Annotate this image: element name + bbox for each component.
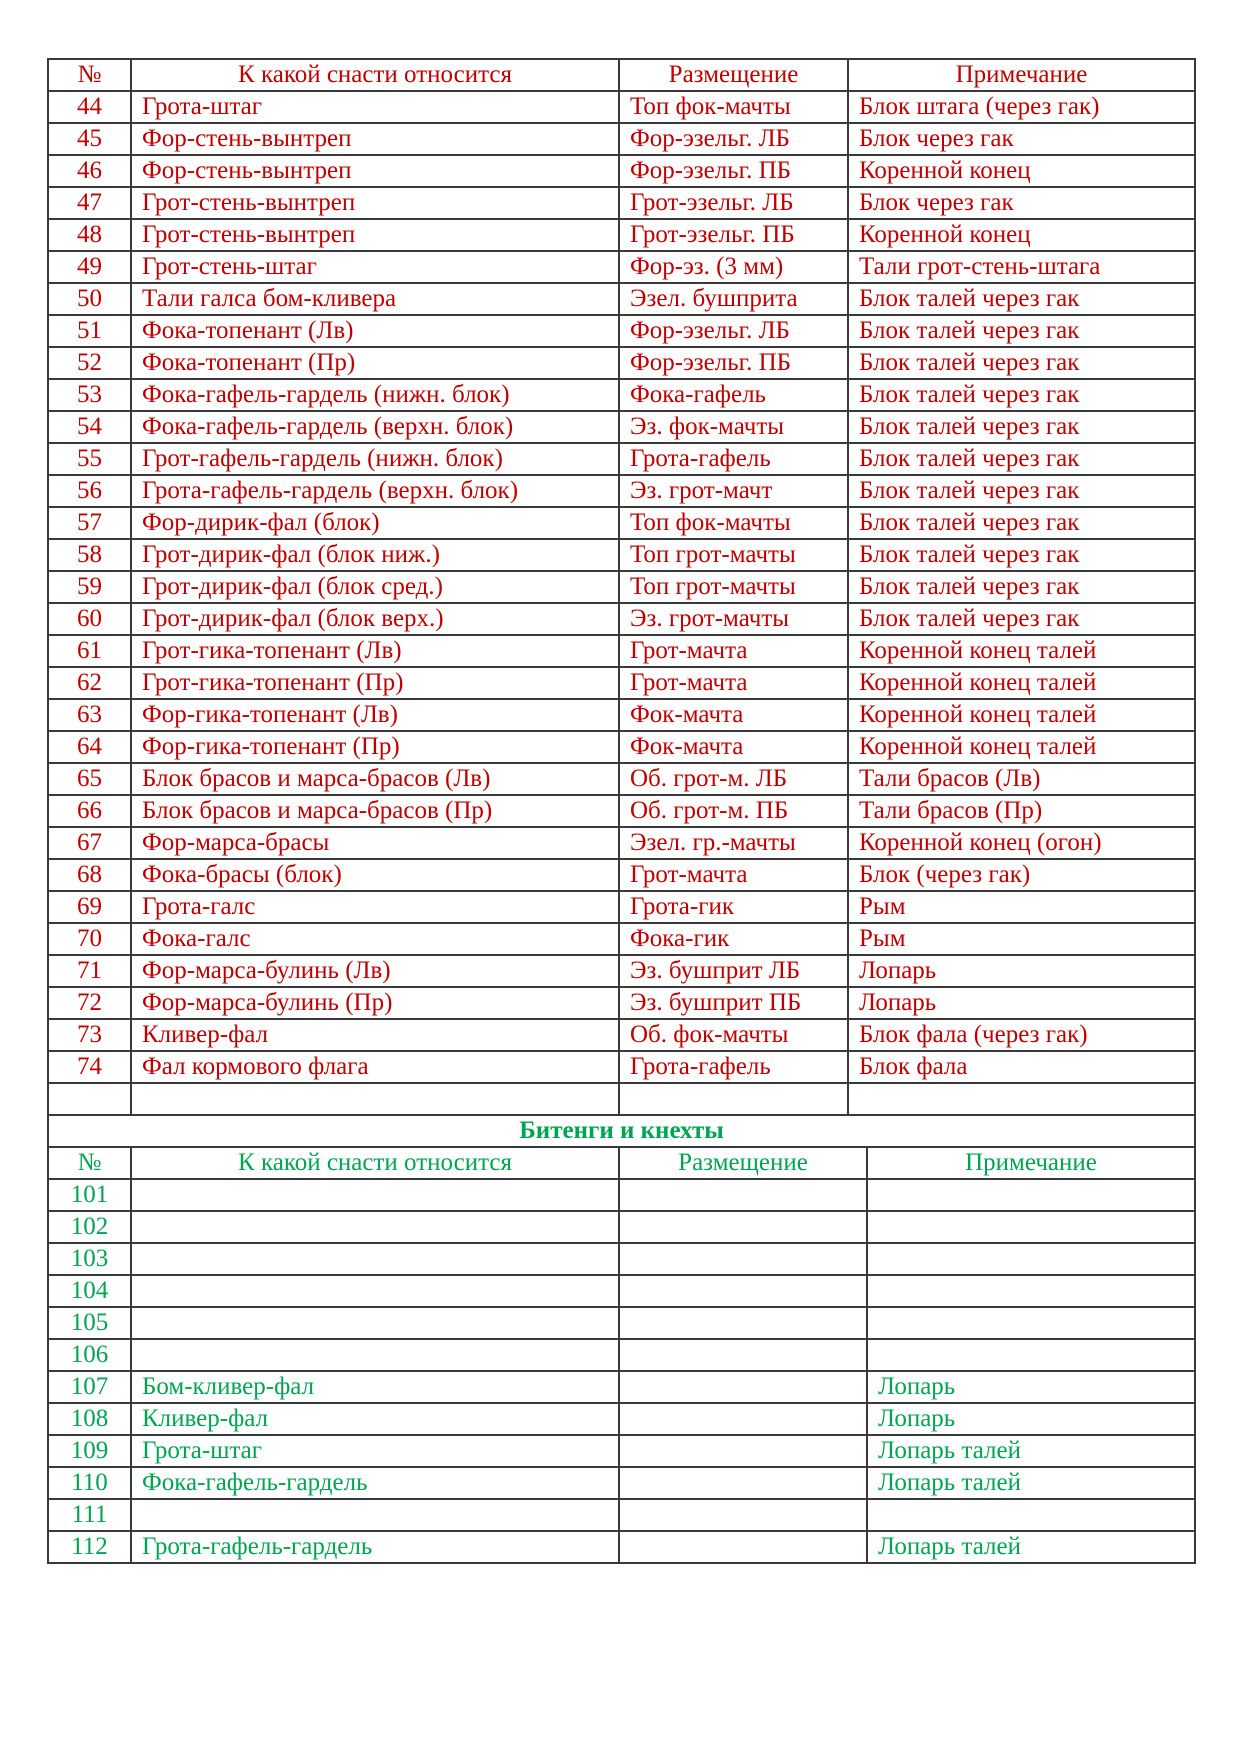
- cell-number: 58: [48, 539, 131, 571]
- cell-note: [867, 1275, 1195, 1307]
- cell-placement: [619, 1339, 867, 1371]
- cell-number: 59: [48, 571, 131, 603]
- cell-rigging: [131, 1275, 619, 1307]
- cell-placement: [619, 1371, 867, 1403]
- cell-rigging: Грота-штаг: [131, 91, 619, 123]
- table-row: [48, 347, 1195, 379]
- table-row: [48, 123, 1195, 155]
- rigging-document: [47, 58, 1194, 1564]
- cell-rigging: Грот-дирик-фал (блок верх.): [131, 603, 619, 635]
- cell-rigging: Фока-гафель-гардель (верхн. блок): [131, 411, 619, 443]
- cell-placement: Фор-эзельг. ЛБ: [619, 315, 848, 347]
- cell-number: 67: [48, 827, 131, 859]
- cell-number: 102: [48, 1211, 131, 1243]
- cell-note: Блок фала (через гак): [848, 1019, 1195, 1051]
- cell-note: Лопарь: [848, 955, 1195, 987]
- cell-note: [867, 1243, 1195, 1275]
- header-note: Примечание: [848, 59, 1195, 91]
- bitts-and-cleats-table: [47, 1114, 1196, 1564]
- cell-note: Лопарь талей: [867, 1467, 1195, 1499]
- cell-note: Коренной конец талей: [848, 635, 1195, 667]
- cell-placement: Фок-мачта: [619, 731, 848, 763]
- cell-note: Блок талей через гак: [848, 475, 1195, 507]
- table-row: [48, 1179, 1195, 1211]
- table-row: [48, 379, 1195, 411]
- cell-placement: Грот-мачта: [619, 859, 848, 891]
- cell-rigging: [131, 1083, 619, 1115]
- cell-rigging: Фор-гика-топенант (Пр): [131, 731, 619, 763]
- cell-placement: Эзел. бушприта: [619, 283, 848, 315]
- table-row: [48, 1371, 1195, 1403]
- cell-note: Коренной конец талей: [848, 699, 1195, 731]
- cell-rigging: Грот-дирик-фал (блок сред.): [131, 571, 619, 603]
- table-row: [48, 187, 1195, 219]
- cell-rigging: Фока-топенант (Пр): [131, 347, 619, 379]
- cell-note: Блок талей через гак: [848, 283, 1195, 315]
- cell-number: 64: [48, 731, 131, 763]
- table-row: [48, 571, 1195, 603]
- rigging-blocks-table: [47, 58, 1196, 1116]
- cell-note: Блок талей через гак: [848, 443, 1195, 475]
- cell-note: Коренной конец талей: [848, 731, 1195, 763]
- header-note: Примечание: [867, 1147, 1195, 1179]
- table-row: [48, 955, 1195, 987]
- cell-placement: Об. грот-м. ЛБ: [619, 763, 848, 795]
- table-row: [48, 1275, 1195, 1307]
- cell-note: Блок через гак: [848, 187, 1195, 219]
- table-row: [48, 859, 1195, 891]
- cell-number: 72: [48, 987, 131, 1019]
- cell-rigging: Фор-стень-вынтреп: [131, 123, 619, 155]
- cell-rigging: Грот-стень-вынтреп: [131, 219, 619, 251]
- cell-note: [867, 1307, 1195, 1339]
- table-row: [48, 475, 1195, 507]
- cell-placement: Топ грот-мачты: [619, 539, 848, 571]
- cell-rigging: [131, 1179, 619, 1211]
- table-row: [48, 827, 1195, 859]
- cell-rigging: Грот-стень-вынтреп: [131, 187, 619, 219]
- table-row: [48, 411, 1195, 443]
- cell-note: Коренной конец: [848, 219, 1195, 251]
- cell-number: 109: [48, 1435, 131, 1467]
- cell-number: 60: [48, 603, 131, 635]
- cell-rigging: Кливер-фал: [131, 1403, 619, 1435]
- table-header-row: [48, 1147, 1195, 1179]
- cell-placement: Эз. бушприт ЛБ: [619, 955, 848, 987]
- section-title: Битенги и кнехты: [48, 1115, 1195, 1147]
- cell-rigging: Блок брасов и марса-брасов (Лв): [131, 763, 619, 795]
- cell-number: 103: [48, 1243, 131, 1275]
- cell-note: Коренной конец: [848, 155, 1195, 187]
- cell-placement: [619, 1435, 867, 1467]
- cell-note: [867, 1499, 1195, 1531]
- cell-placement: Грот-эзельг. ЛБ: [619, 187, 848, 219]
- table-row: [48, 923, 1195, 955]
- cell-note: Блок талей через гак: [848, 539, 1195, 571]
- cell-note: Лопарь талей: [867, 1435, 1195, 1467]
- cell-number: 112: [48, 1531, 131, 1563]
- cell-rigging: Грот-стень-штаг: [131, 251, 619, 283]
- cell-rigging: Фока-брасы (блок): [131, 859, 619, 891]
- cell-rigging: Кливер-фал: [131, 1019, 619, 1051]
- cell-rigging: Грота-галс: [131, 891, 619, 923]
- cell-number: 51: [48, 315, 131, 347]
- cell-rigging: Тали галса бом-кливера: [131, 283, 619, 315]
- cell-placement: Эз. грот-мачт: [619, 475, 848, 507]
- cell-number: 110: [48, 1467, 131, 1499]
- cell-note: Блок (через гак): [848, 859, 1195, 891]
- cell-placement: Топ фок-мачты: [619, 91, 848, 123]
- cell-placement: Об. фок-мачты: [619, 1019, 848, 1051]
- cell-rigging: Грот-гафель-гардель (нижн. блок): [131, 443, 619, 475]
- cell-number: 47: [48, 187, 131, 219]
- table-row: [48, 1211, 1195, 1243]
- cell-note: [848, 1083, 1195, 1115]
- cell-number: 55: [48, 443, 131, 475]
- cell-number: 48: [48, 219, 131, 251]
- cell-note: Тали брасов (Лв): [848, 763, 1195, 795]
- table-row: [48, 539, 1195, 571]
- cell-rigging: Фока-галс: [131, 923, 619, 955]
- cell-placement: [619, 1403, 867, 1435]
- section-title-row: [48, 1115, 1195, 1147]
- cell-number: 52: [48, 347, 131, 379]
- cell-rigging: Бом-кливер-фал: [131, 1371, 619, 1403]
- cell-note: Блок талей через гак: [848, 347, 1195, 379]
- cell-note: Блок талей через гак: [848, 411, 1195, 443]
- cell-rigging: Грота-гафель-гардель: [131, 1531, 619, 1563]
- cell-number: 46: [48, 155, 131, 187]
- cell-placement: [619, 1275, 867, 1307]
- table-row: [48, 603, 1195, 635]
- cell-placement: Эз. грот-мачты: [619, 603, 848, 635]
- cell-number: 68: [48, 859, 131, 891]
- table-row: [48, 1467, 1195, 1499]
- cell-note: [867, 1339, 1195, 1371]
- cell-note: Блок штага (через гак): [848, 91, 1195, 123]
- cell-placement: Грота-гик: [619, 891, 848, 923]
- cell-rigging: Грота-гафель-гардель (верхн. блок): [131, 475, 619, 507]
- cell-rigging: Фал кормового флага: [131, 1051, 619, 1083]
- cell-number: 61: [48, 635, 131, 667]
- cell-number: 53: [48, 379, 131, 411]
- cell-number: 66: [48, 795, 131, 827]
- cell-note: Коренной конец талей: [848, 667, 1195, 699]
- cell-rigging: Фор-марса-булинь (Пр): [131, 987, 619, 1019]
- table-row: [48, 507, 1195, 539]
- cell-number: 73: [48, 1019, 131, 1051]
- cell-note: Лопарь талей: [867, 1531, 1195, 1563]
- cell-rigging: Фока-гафель-гардель (нижн. блок): [131, 379, 619, 411]
- cell-rigging: Грот-дирик-фал (блок ниж.): [131, 539, 619, 571]
- cell-placement: Грота-гафель: [619, 1051, 848, 1083]
- table-row: [48, 219, 1195, 251]
- cell-note: Блок талей через гак: [848, 571, 1195, 603]
- cell-rigging: [131, 1243, 619, 1275]
- cell-number: 74: [48, 1051, 131, 1083]
- table-row: [48, 1019, 1195, 1051]
- cell-number: 54: [48, 411, 131, 443]
- cell-number: 71: [48, 955, 131, 987]
- header-rigging: К какой снасти относится: [131, 59, 619, 91]
- table-row: [48, 251, 1195, 283]
- table-row: [48, 155, 1195, 187]
- table-row: [48, 1499, 1195, 1531]
- table-row: [48, 91, 1195, 123]
- cell-number: 57: [48, 507, 131, 539]
- cell-number: 65: [48, 763, 131, 795]
- cell-rigging: Блок брасов и марса-брасов (Пр): [131, 795, 619, 827]
- cell-note: Блок талей через гак: [848, 315, 1195, 347]
- cell-note: Рым: [848, 923, 1195, 955]
- cell-placement: [619, 1211, 867, 1243]
- table-row: [48, 635, 1195, 667]
- cell-note: Коренной конец (огон): [848, 827, 1195, 859]
- table-header-row: [48, 59, 1195, 91]
- table-row: [48, 667, 1195, 699]
- table-row: [48, 731, 1195, 763]
- table-row: [48, 987, 1195, 1019]
- table-row: [48, 763, 1195, 795]
- cell-note: Лопарь: [867, 1403, 1195, 1435]
- cell-rigging: Фор-марса-брасы: [131, 827, 619, 859]
- cell-placement: [619, 1179, 867, 1211]
- cell-number: 70: [48, 923, 131, 955]
- cell-note: Блок талей через гак: [848, 379, 1195, 411]
- header-number: №: [48, 59, 131, 91]
- table-row: [48, 1307, 1195, 1339]
- header-rigging: К какой снасти относится: [131, 1147, 619, 1179]
- cell-rigging: Фор-стень-вынтреп: [131, 155, 619, 187]
- cell-rigging: [131, 1499, 619, 1531]
- cell-placement: Фока-гафель: [619, 379, 848, 411]
- cell-placement: Эз. фок-мачты: [619, 411, 848, 443]
- cell-note: Блок фала: [848, 1051, 1195, 1083]
- table-row: [48, 795, 1195, 827]
- cell-rigging: Фор-гика-топенант (Лв): [131, 699, 619, 731]
- cell-number: 107: [48, 1371, 131, 1403]
- cell-rigging: [131, 1211, 619, 1243]
- cell-number: 104: [48, 1275, 131, 1307]
- cell-number: 63: [48, 699, 131, 731]
- cell-placement: Фок-мачта: [619, 699, 848, 731]
- cell-note: Тали брасов (Пр): [848, 795, 1195, 827]
- table-row: [48, 1083, 1195, 1115]
- table-row: [48, 443, 1195, 475]
- table-row: [48, 283, 1195, 315]
- table-row: [48, 1403, 1195, 1435]
- cell-placement: Грот-мачта: [619, 667, 848, 699]
- cell-note: Блок через гак: [848, 123, 1195, 155]
- cell-note: Блок талей через гак: [848, 603, 1195, 635]
- cell-number: 69: [48, 891, 131, 923]
- cell-note: [867, 1179, 1195, 1211]
- cell-number: 49: [48, 251, 131, 283]
- cell-placement: Эзел. гр.-мачты: [619, 827, 848, 859]
- cell-placement: Топ грот-мачты: [619, 571, 848, 603]
- header-placement: Размещение: [619, 59, 848, 91]
- cell-rigging: [131, 1307, 619, 1339]
- cell-number: 62: [48, 667, 131, 699]
- cell-number: 50: [48, 283, 131, 315]
- header-number: №: [48, 1147, 131, 1179]
- header-placement: Размещение: [619, 1147, 867, 1179]
- cell-placement: Фор-эзельг. ПБ: [619, 155, 848, 187]
- cell-rigging: Фор-дирик-фал (блок): [131, 507, 619, 539]
- cell-note: Лопарь: [848, 987, 1195, 1019]
- cell-placement: [619, 1243, 867, 1275]
- cell-note: Лопарь: [867, 1371, 1195, 1403]
- cell-placement: Фор-эз. (3 мм): [619, 251, 848, 283]
- table-row: [48, 315, 1195, 347]
- cell-rigging: [131, 1339, 619, 1371]
- cell-placement: [619, 1499, 867, 1531]
- cell-number: 106: [48, 1339, 131, 1371]
- table-row: [48, 891, 1195, 923]
- table-row: [48, 1435, 1195, 1467]
- cell-note: Блок талей через гак: [848, 507, 1195, 539]
- cell-rigging: Фор-марса-булинь (Лв): [131, 955, 619, 987]
- cell-placement: Грот-мачта: [619, 635, 848, 667]
- cell-number: 101: [48, 1179, 131, 1211]
- cell-placement: Грота-гафель: [619, 443, 848, 475]
- cell-placement: Фор-эзельг. ПБ: [619, 347, 848, 379]
- cell-rigging: Грот-гика-топенант (Лв): [131, 635, 619, 667]
- cell-note: Тали грот-стень-штага: [848, 251, 1195, 283]
- cell-number: 111: [48, 1499, 131, 1531]
- cell-placement: [619, 1307, 867, 1339]
- cell-rigging: Грот-гика-топенант (Пр): [131, 667, 619, 699]
- cell-number: 108: [48, 1403, 131, 1435]
- cell-placement: [619, 1531, 867, 1563]
- cell-note: Рым: [848, 891, 1195, 923]
- table-row: [48, 699, 1195, 731]
- cell-number: 105: [48, 1307, 131, 1339]
- table-row: [48, 1339, 1195, 1371]
- cell-rigging: Грота-штаг: [131, 1435, 619, 1467]
- cell-note: [867, 1211, 1195, 1243]
- cell-placement: Топ фок-мачты: [619, 507, 848, 539]
- table-row: [48, 1051, 1195, 1083]
- cell-placement: Грот-эзельг. ПБ: [619, 219, 848, 251]
- cell-rigging: Фока-топенант (Лв): [131, 315, 619, 347]
- cell-number: [48, 1083, 131, 1115]
- cell-placement: [619, 1083, 848, 1115]
- cell-placement: Об. грот-м. ПБ: [619, 795, 848, 827]
- table-row: [48, 1531, 1195, 1563]
- cell-number: 56: [48, 475, 131, 507]
- cell-placement: [619, 1467, 867, 1499]
- cell-rigging: Фока-гафель-гардель: [131, 1467, 619, 1499]
- cell-placement: Фор-эзельг. ЛБ: [619, 123, 848, 155]
- table-row: [48, 1243, 1195, 1275]
- cell-number: 45: [48, 123, 131, 155]
- cell-placement: Фока-гик: [619, 923, 848, 955]
- cell-placement: Эз. бушприт ПБ: [619, 987, 848, 1019]
- cell-number: 44: [48, 91, 131, 123]
